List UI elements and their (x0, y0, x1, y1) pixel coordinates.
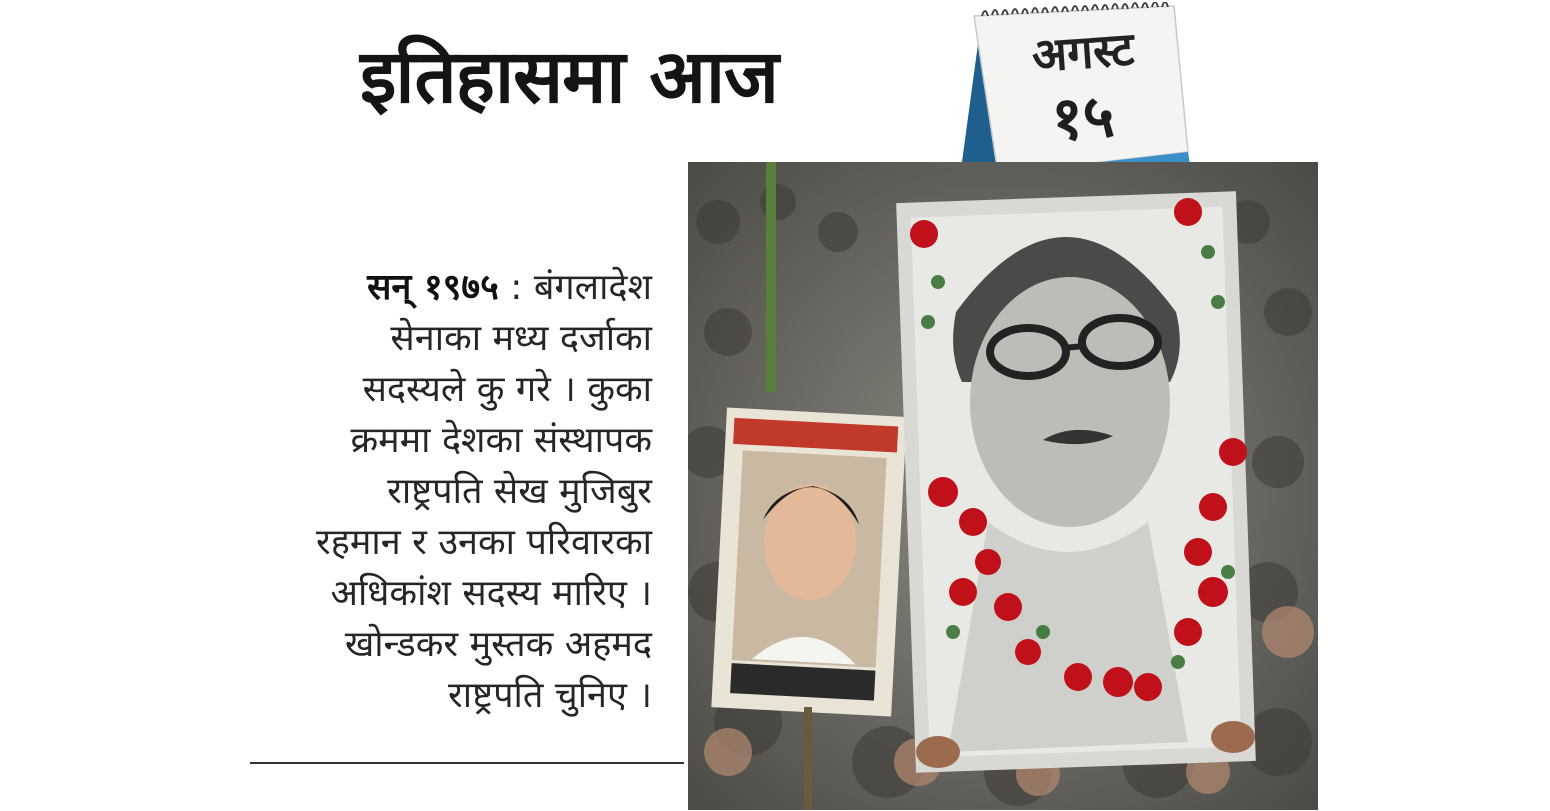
story-line-1 (250, 262, 652, 313)
story-line: अधिकांश सदस्य मारिए । (330, 573, 652, 614)
story-lead: सन् १९७५ (367, 267, 499, 308)
story-line: क्रममा देशका संस्थापक (350, 420, 652, 461)
divider (250, 762, 684, 764)
story-line: सेनाका मध्य दर्जाका (390, 318, 652, 359)
story-separator: : (498, 267, 534, 308)
story-line: राष्ट्रपति चुनिए । (448, 675, 652, 716)
story-line: सदस्यले कु गरे । कुका (362, 369, 652, 410)
page-title: इतिहासमा आज (360, 34, 778, 120)
story-line: रहमान र उनका परिवारका (316, 522, 652, 563)
news-photo (688, 162, 1318, 810)
story-text (250, 262, 652, 721)
calendar-day: १५ (1049, 80, 1117, 156)
story-line: खोन्डकर मुस्तक अहमद (344, 624, 652, 665)
story-line: राष्ट्रपति सेख मुजिबुर (387, 471, 652, 512)
calendar-month: अगस्ट (1030, 21, 1136, 83)
story-line: बंगलादेश (533, 267, 652, 308)
photo-icon (688, 162, 1318, 810)
